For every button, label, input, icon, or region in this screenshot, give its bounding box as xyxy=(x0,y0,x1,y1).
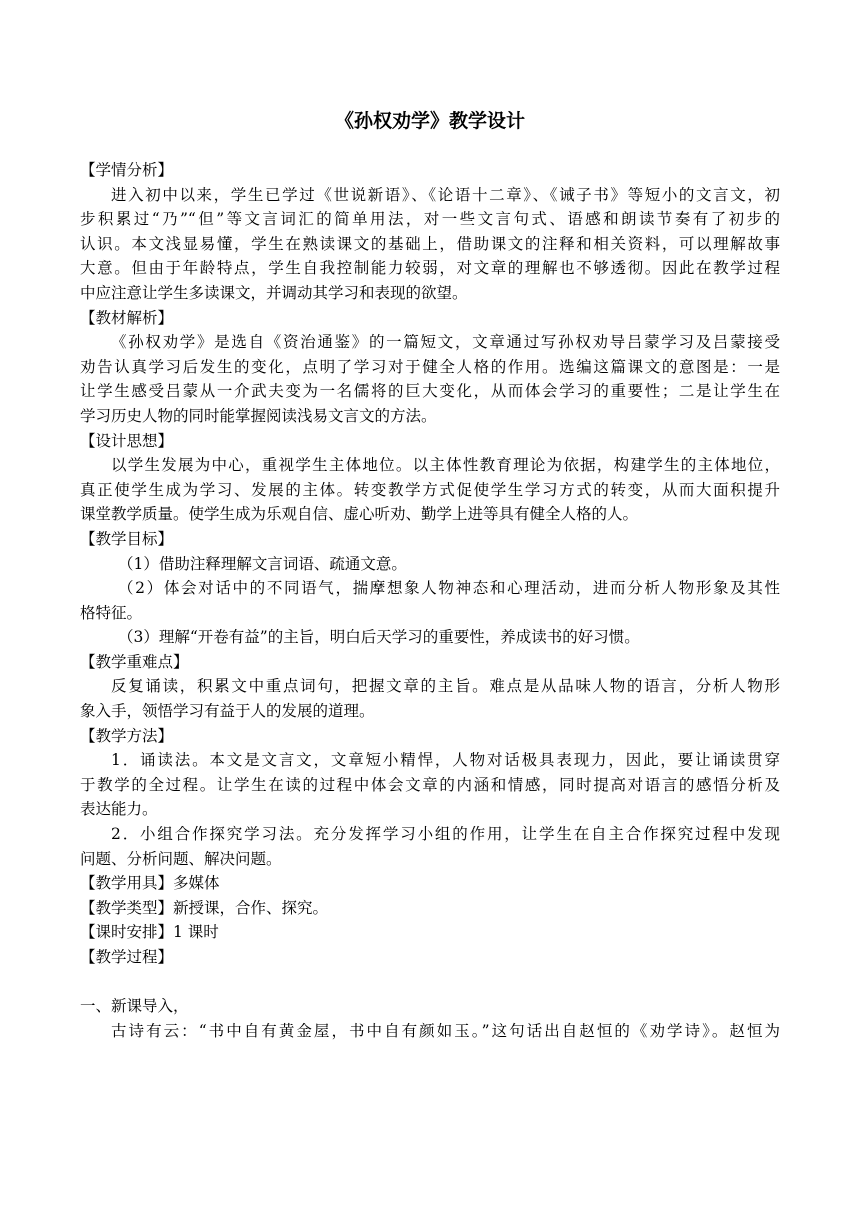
body-text-line: 大意。但由于年龄特点，学生自我控制能力较弱，对文章的理解也不够透彻。因此在教学过程 xyxy=(80,259,780,278)
body-text-line: 进入初中以来，学生已学过《世说新语》、《论语十二章》、《诫子书》等短小的文言文，初 xyxy=(111,185,780,204)
body-text-line: 2．小组合作探究学习法。充分发挥学习小组的作用，让学生在自主合作探究过程中发现 xyxy=(111,825,780,844)
body-text-line: 让学生感受吕蒙从一介武夫变为一名儒将的巨大变化，从而体会学习的重要性；二是让学生在 xyxy=(80,382,780,401)
body-text-line: 步积累过“乃”“但”等文言词汇的简单用法，对一些文言句式、语感和朗读节奏有了初步的 xyxy=(80,210,780,229)
body-text-line: 1．诵读法。本文是文言文，文章短小精悍，人物对话极具表现力，因此，要让诵读贯穿 xyxy=(111,751,780,770)
body-text-line: 劝告认真学习后发生的变化，点明了学习对于健全人格的作用。选编这篇课文的意图是：一是 xyxy=(80,357,780,376)
body-text-line: （3）理解“开卷有益”的主旨，明白后天学习的重要性，养成读书的好习惯。 xyxy=(118,628,640,647)
body-text-line: 学习历史人物的同时能掌握阅读浅易文言文的方法。 xyxy=(80,406,437,425)
document-body xyxy=(80,158,780,1043)
section-heading: 【教学类型】新授课，合作、探究。 xyxy=(80,898,329,917)
body-text-line: 课堂教学质量。使学生成为乐观自信、虚心听劝、勤学上进等具有健全人格的人。 xyxy=(80,505,639,524)
body-text-line: 问题、分析问题、解决问题。 xyxy=(80,849,282,868)
body-text-line: 反复诵读，积累文中重点词句，把握文章的主旨。难点是从品味人物的语言，分析人物形 xyxy=(111,677,780,696)
section-heading: 【学情分析】 xyxy=(80,161,174,179)
body-text-line: 《孙权劝学》是选自《资治通鉴》的一篇短文，文章通过写孙权劝导吕蒙学习及吕蒙接受 xyxy=(111,333,780,352)
body-text-line: 古诗有云：“书中自有黄金屋，书中自有颜如玉。”这句话出自赵恒的《劝学诗》。赵恒为 xyxy=(111,1021,780,1040)
section-heading: 【教学用具】多媒体 xyxy=(80,874,220,893)
body-text-line: 于教学的全过程。让学生在读的过程中体会文章的内涵和情感，同时提高对语言的感悟分析及 xyxy=(80,775,780,794)
body-text-line: 表达能力。 xyxy=(80,800,158,819)
body-text-line: 象入手，领悟学习有益于人的发展的道理。 xyxy=(80,702,375,721)
body-text-line: 格特征。 xyxy=(80,603,143,622)
body-text-line: 以学生发展为中心，重视学生主体地位。以主体性教育理论为依据，构建学生的主体地位， xyxy=(111,456,780,475)
blank-line xyxy=(80,970,780,995)
body-text-line: 中应注意让学生多读课文，并调动其学习和表现的欲望。 xyxy=(80,283,468,302)
body-text-line: （2）体会对话中的不同语气，揣摩想象人物神态和心理活动，进而分析人物形象及其性 xyxy=(118,579,780,598)
body-text-line: 一、新课导入， xyxy=(80,997,189,1016)
body-text-line: （1）借助注释理解文言词语、疏通文意。 xyxy=(118,554,407,573)
section-heading: 【课时安排】1 课时 xyxy=(80,923,219,942)
section-heading: 【教学重难点】 xyxy=(80,652,189,671)
section-heading: 【教学过程】 xyxy=(80,948,174,966)
body-text-line: 真正使学生成为学习、发展的主体。转变教学方式促使学生学习方式的转变，从而大面积提升 xyxy=(80,480,780,499)
section-heading: 【教学目标】 xyxy=(80,529,174,548)
body-text-line: 认识。本文浅显易懂，学生在熟读课文的基础上，借助课文的注释和相关资料，可以理解故事 xyxy=(80,234,780,253)
page-title: 《孙权劝学》教学设计 xyxy=(334,110,525,132)
section-heading: 【教材解析】 xyxy=(80,308,174,327)
section-heading: 【设计思想】 xyxy=(80,431,174,450)
section-heading: 【教学方法】 xyxy=(80,726,174,745)
